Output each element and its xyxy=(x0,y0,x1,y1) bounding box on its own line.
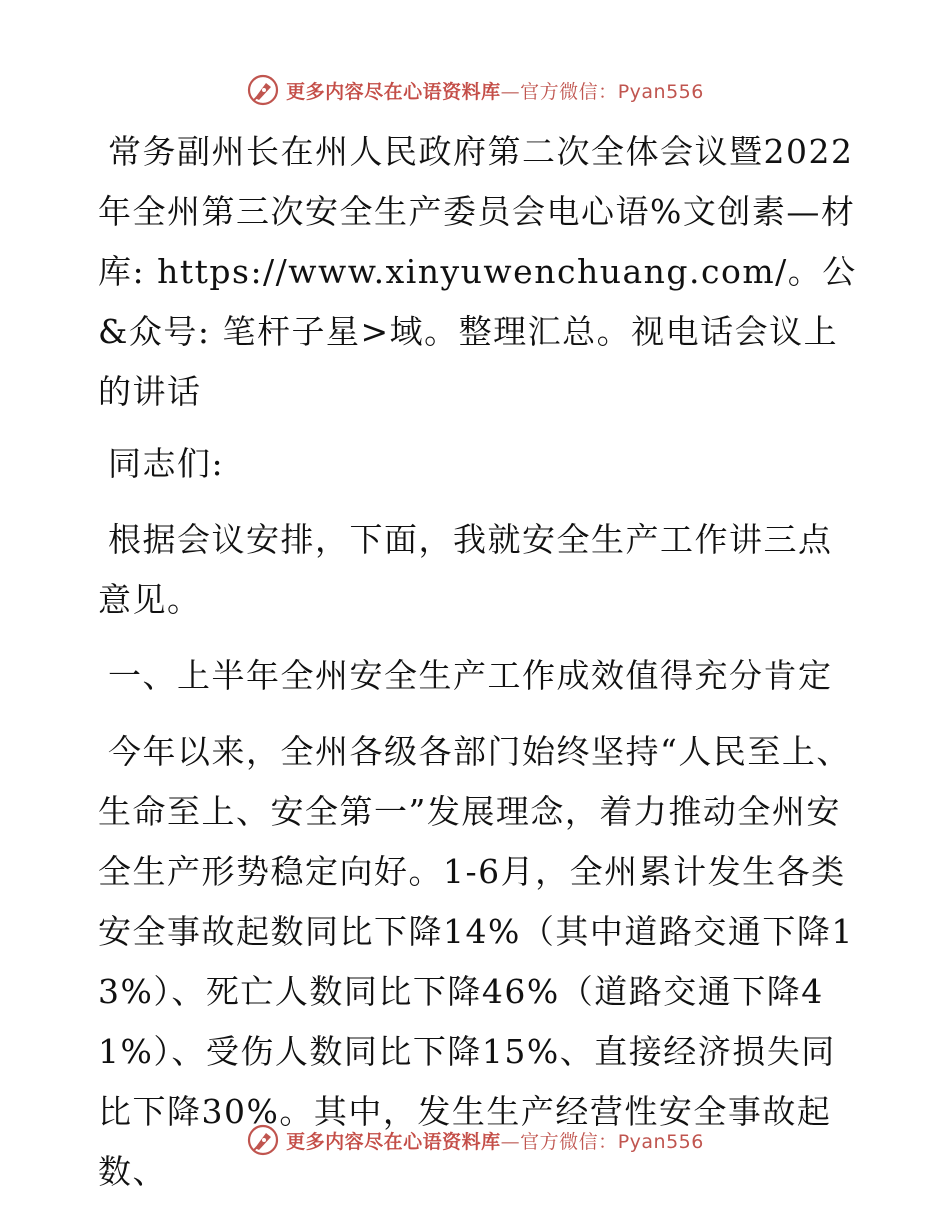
watermark-brand: 更多内容尽在心语资料库 xyxy=(286,1130,501,1153)
document-title: 常务副州长在州人民政府第二次全体会议暨2022年全州第三次安全生产委员会电心语%文创素—材库: https://www.xinyuwenchuang.com/。公&众号: 笔杆子星>域。整理汇总。视电话会议上的讲话 xyxy=(98,132,857,411)
watermark-brand: 更多内容尽在心语资料库 xyxy=(286,80,501,103)
watermark-separator: — xyxy=(500,80,521,103)
pen-nib-logo-icon xyxy=(246,73,280,107)
salutation: 同志们: xyxy=(108,444,225,483)
watermark-wechat-label: 官方微信： xyxy=(520,1130,618,1153)
watermark-text xyxy=(286,77,704,104)
pen-nib-logo-icon xyxy=(246,1123,280,1157)
watermark-banner-top xyxy=(0,70,950,110)
watermark-text xyxy=(286,1127,704,1154)
intro-paragraph: 根据会议安排，下面，我就安全生产工作讲三点意见。 xyxy=(98,520,833,619)
watermark-separator: — xyxy=(500,1130,521,1153)
body-paragraph: 今年以来，全州各级各部门始终坚持“人民至上、生命至上、安全第一”发展理念，着力推动全州安全生产形势稳定向好。1-6月，全州累计发生各类安全事故起数同比下降14%（其中道路交通下降13%）、死亡人数同比下降46%（道路交通下降41%）、受伤人数同比下降15%、直接经济损失同比下降30%。其中，发生生产经营性安全事故起数、 xyxy=(98,732,854,1191)
watermark-wechat-label: 官方微信： xyxy=(520,80,618,103)
watermark-banner-bottom xyxy=(0,1120,950,1160)
document-body xyxy=(98,122,858,1218)
watermark-wechat-id: Pyan556 xyxy=(617,80,704,103)
section-heading: 一、上半年全州安全生产工作成效值得充分肯定 xyxy=(108,656,833,695)
watermark-wechat-id: Pyan556 xyxy=(617,1130,704,1153)
